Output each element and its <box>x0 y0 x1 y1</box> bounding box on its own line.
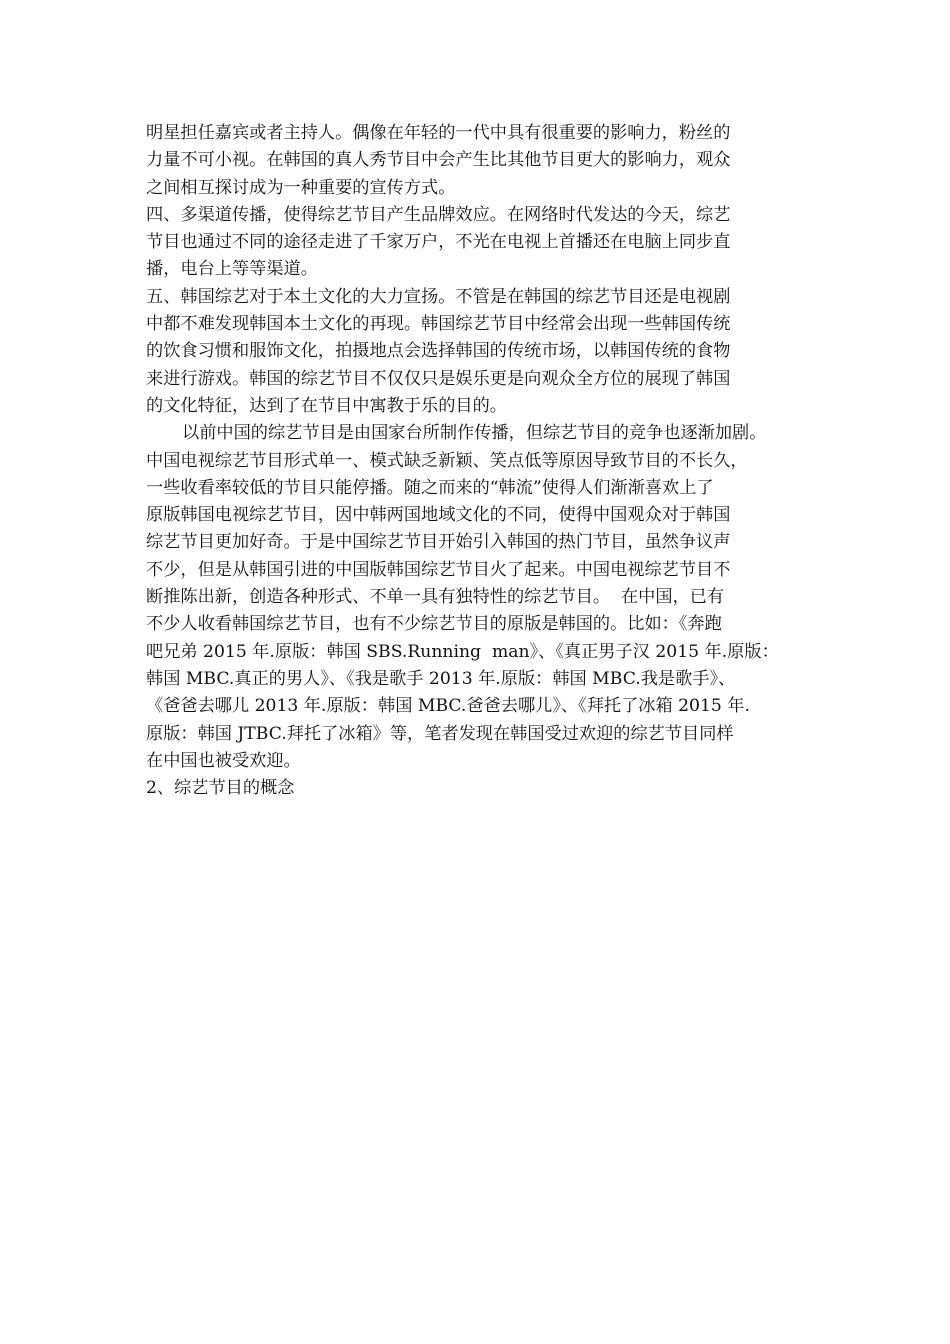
text-line: 中都不难发现韩国本土文化的再现。韩国综艺节目中经常会出现一些韩国传统 <box>146 314 731 335</box>
body-text <box>146 120 816 802</box>
text-line: 节目也通过不同的途径走进了千家万户，不光在电视上首播还在电脑上同步直 <box>146 232 731 253</box>
text-line: 的饮食习惯和服饰文化，拍摄地点会选择韩国的传统市场，以韩国传统的食物 <box>146 341 731 362</box>
text-line: 不少，但是从韩国引进的中国版韩国综艺节目火了起来。中国电视综艺节目不 <box>146 559 731 580</box>
text-line: 综艺节目更加好奇。于是中国综艺节目开始引入韩国的热门节目，虽然争议声 <box>146 532 731 553</box>
text-line: 原版：韩国 JTBC.拜托了冰箱》等，笔者发现在韩国受过欢迎的综艺节目同样 <box>146 723 734 744</box>
text-line: 不少人收看韩国综艺节目，也有不少综艺节目的原版是韩国的。比如：《奔跑 <box>146 614 722 635</box>
text-line: 在中国也被受欢迎。 <box>146 750 301 771</box>
text-line: 力量不可小视。在韩国的真人秀节目中会产生比其他节目更大的影响力，观众 <box>146 150 731 171</box>
text-line: 《爸爸去哪儿 2013 年.原版：韩国 MBC.爸爸去哪儿》、《拜托了冰箱 2015 年. <box>146 696 750 717</box>
text-line: 五、韩国综艺对于本土文化的大力宣扬。不管是在韩国的综艺节目还是电视剧 <box>146 286 731 307</box>
text-line: 韩国 MBC.真正的男人》、《我是歌手 2013 年.原版：韩国 MBC.我是歌手》、 <box>146 668 736 689</box>
text-line: 一些收看率较低的节目只能停播。随之而来的“韩流”使得人们渐渐喜欢上了 <box>146 477 714 498</box>
text-line: 之间相互探讨成为一种重要的宣传方式。 <box>146 177 456 198</box>
text-line: 明星担任嘉宾或者主持人。偶像在年轻的一代中具有很重要的影响力，粉丝的 <box>146 123 731 143</box>
text-line: 吧兄弟 2015 年.原版：韩国 SBS.Running man》、《真正男子汉 2015 年.原版： <box>146 641 779 662</box>
text-line: 以前中国的综艺节目是由国家台所制作传播，但综艺节目的竞争也逐渐加剧。 <box>182 423 767 444</box>
text-line: 播，电台上等等渠道。 <box>146 259 318 280</box>
text-line: 的文化特征，达到了在节目中寓教于乐的目的。 <box>146 395 507 416</box>
text-line: 断推陈出新，创造各种形式、不单一具有独特性的综艺节目。 在中国，已有 <box>146 587 725 608</box>
text-line: 中国电视综艺节目形式单一、模式缺乏新颖、笑点低等原因导致节目的不长久， <box>146 450 748 471</box>
section-heading: 2、综艺节目的概念 <box>146 778 295 799</box>
text-line: 四、多渠道传播，使得综艺节目产生品牌效应。在网络时代发达的今天，综艺 <box>146 204 731 225</box>
text-line: 原版韩国电视综艺节目，因中韩两国地域文化的不同，使得中国观众对于韩国 <box>146 505 731 526</box>
text-line: 来进行游戏。韩国的综艺节目不仅仅只是娱乐更是向观众全方位的展现了韩国 <box>146 368 731 389</box>
